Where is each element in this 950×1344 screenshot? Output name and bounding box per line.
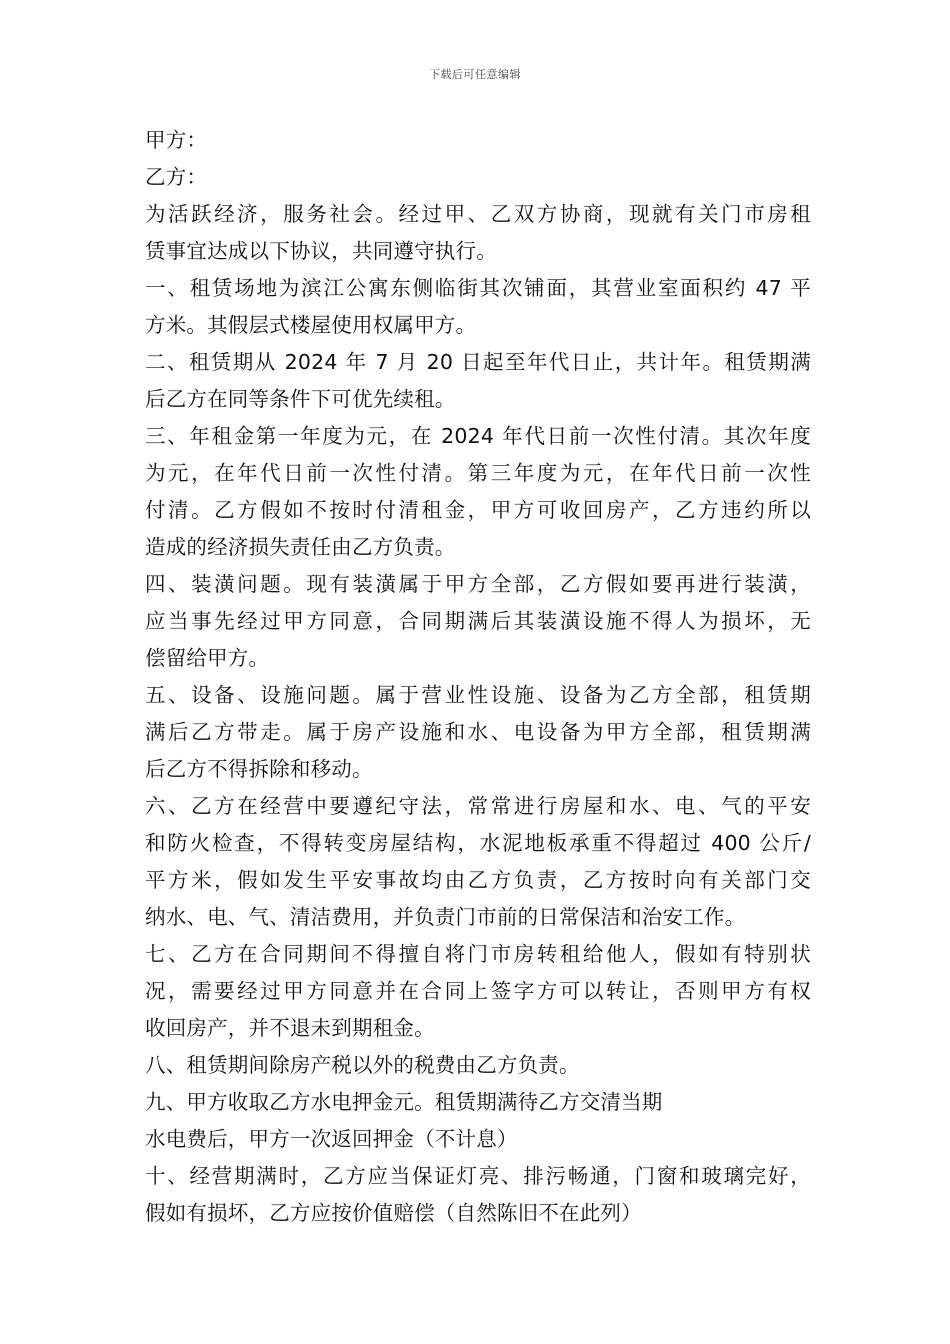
clause-7-line: 况，需要经过甲方同意并在合同上签字方可以转让，否则甲方有权 [145,979,811,1003]
clause-3-line: 付清。乙方假如不按时付清租金，甲方可收回房产，乙方违约所以 [145,498,811,522]
clause-2-line: 后乙方在同等条件下可优先续租。 [145,387,456,411]
clause-6-line: 纳水、电、气、清洁费用，并负责门市前的日常保洁和治安工作。 [145,905,746,929]
header-note: 下载后可任意编辑 [429,68,521,81]
clause-5-line: 满后乙方带走。属于房产设施和水、电设备为甲方全部，租赁期满 [145,720,811,744]
clause-1-line: 一、租赁场地为滨江公寓东侧临街其次铺面，其营业室面积约 47 平 [145,276,811,300]
clause-3-line: 造成的经济损失责任由乙方负责。 [145,535,456,559]
preamble-line: 赁事宜达成以下协议，共同遵守执行。 [145,239,497,263]
clause-9-line: 九、甲方收取乙方水电押金元。租赁期满待乙方交清当期 [145,1090,663,1114]
clause-10-line: 十、经营期满时，乙方应当保证灯亮、排污畅通，门窗和玻璃完好， [145,1164,811,1188]
clause-10-line: 假如有损坏，乙方应按价值赔偿（自然陈旧不在此列） [145,1201,642,1225]
clause-4-line: 偿留给甲方。 [145,646,270,670]
clause-6-line: 六、乙方在经营中要遵纪守法，常常进行房屋和水、电、气的平安 [145,794,811,818]
party-a-line: 甲方： [145,128,208,152]
contract-body [145,122,811,1232]
clause-9-line: 水电费后，甲方一次返回押金（不计息） [145,1127,518,1151]
clause-3-line: 为元，在年代日前一次性付清。第三年度为元，在年代日前一次性 [145,461,811,485]
clause-7-line: 收回房产，并不退未到期租金。 [145,1016,435,1040]
clause-5-line: 五、设备、设施问题。属于营业性设施、设备为乙方全部，租赁期 [145,683,811,707]
clause-3-line: 三、年租金第一年度为元，在 2024 年代日前一次性付清。其次年度 [145,424,811,448]
clause-1-line: 方米。其假层式楼屋使用权属甲方。 [145,313,477,337]
clause-4-line: 四、装潢问题。现有装潢属于甲方全部，乙方假如要再进行装潢， [145,572,811,596]
clause-6-line: 平方米，假如发生平安事故均由乙方负责，乙方按时向有关部门交 [145,868,811,892]
clause-6-line: 和防火检查，不得转变房屋结构，水泥地板承重不得超过 400 公斤/ [145,831,811,855]
party-b-line: 乙方： [145,165,208,189]
clause-2-line: 二、租赁期从 2024 年 7 月 20 日起至年代日止，共计年。租赁期满 [145,350,811,374]
clause-5-line: 后乙方不得拆除和移动。 [145,757,373,781]
clause-8-line: 八、租赁期间除房产税以外的税费由乙方负责。 [145,1053,580,1077]
clause-4-line: 应当事先经过甲方同意，合同期满后其装潢设施不得人为损坏，无 [145,609,811,633]
clause-7-line: 七、乙方在合同期间不得擅自将门市房转租给他人，假如有特别状 [145,942,811,966]
preamble-line: 为活跃经济，服务社会。经过甲、乙双方协商，现就有关门市房租 [145,202,811,226]
